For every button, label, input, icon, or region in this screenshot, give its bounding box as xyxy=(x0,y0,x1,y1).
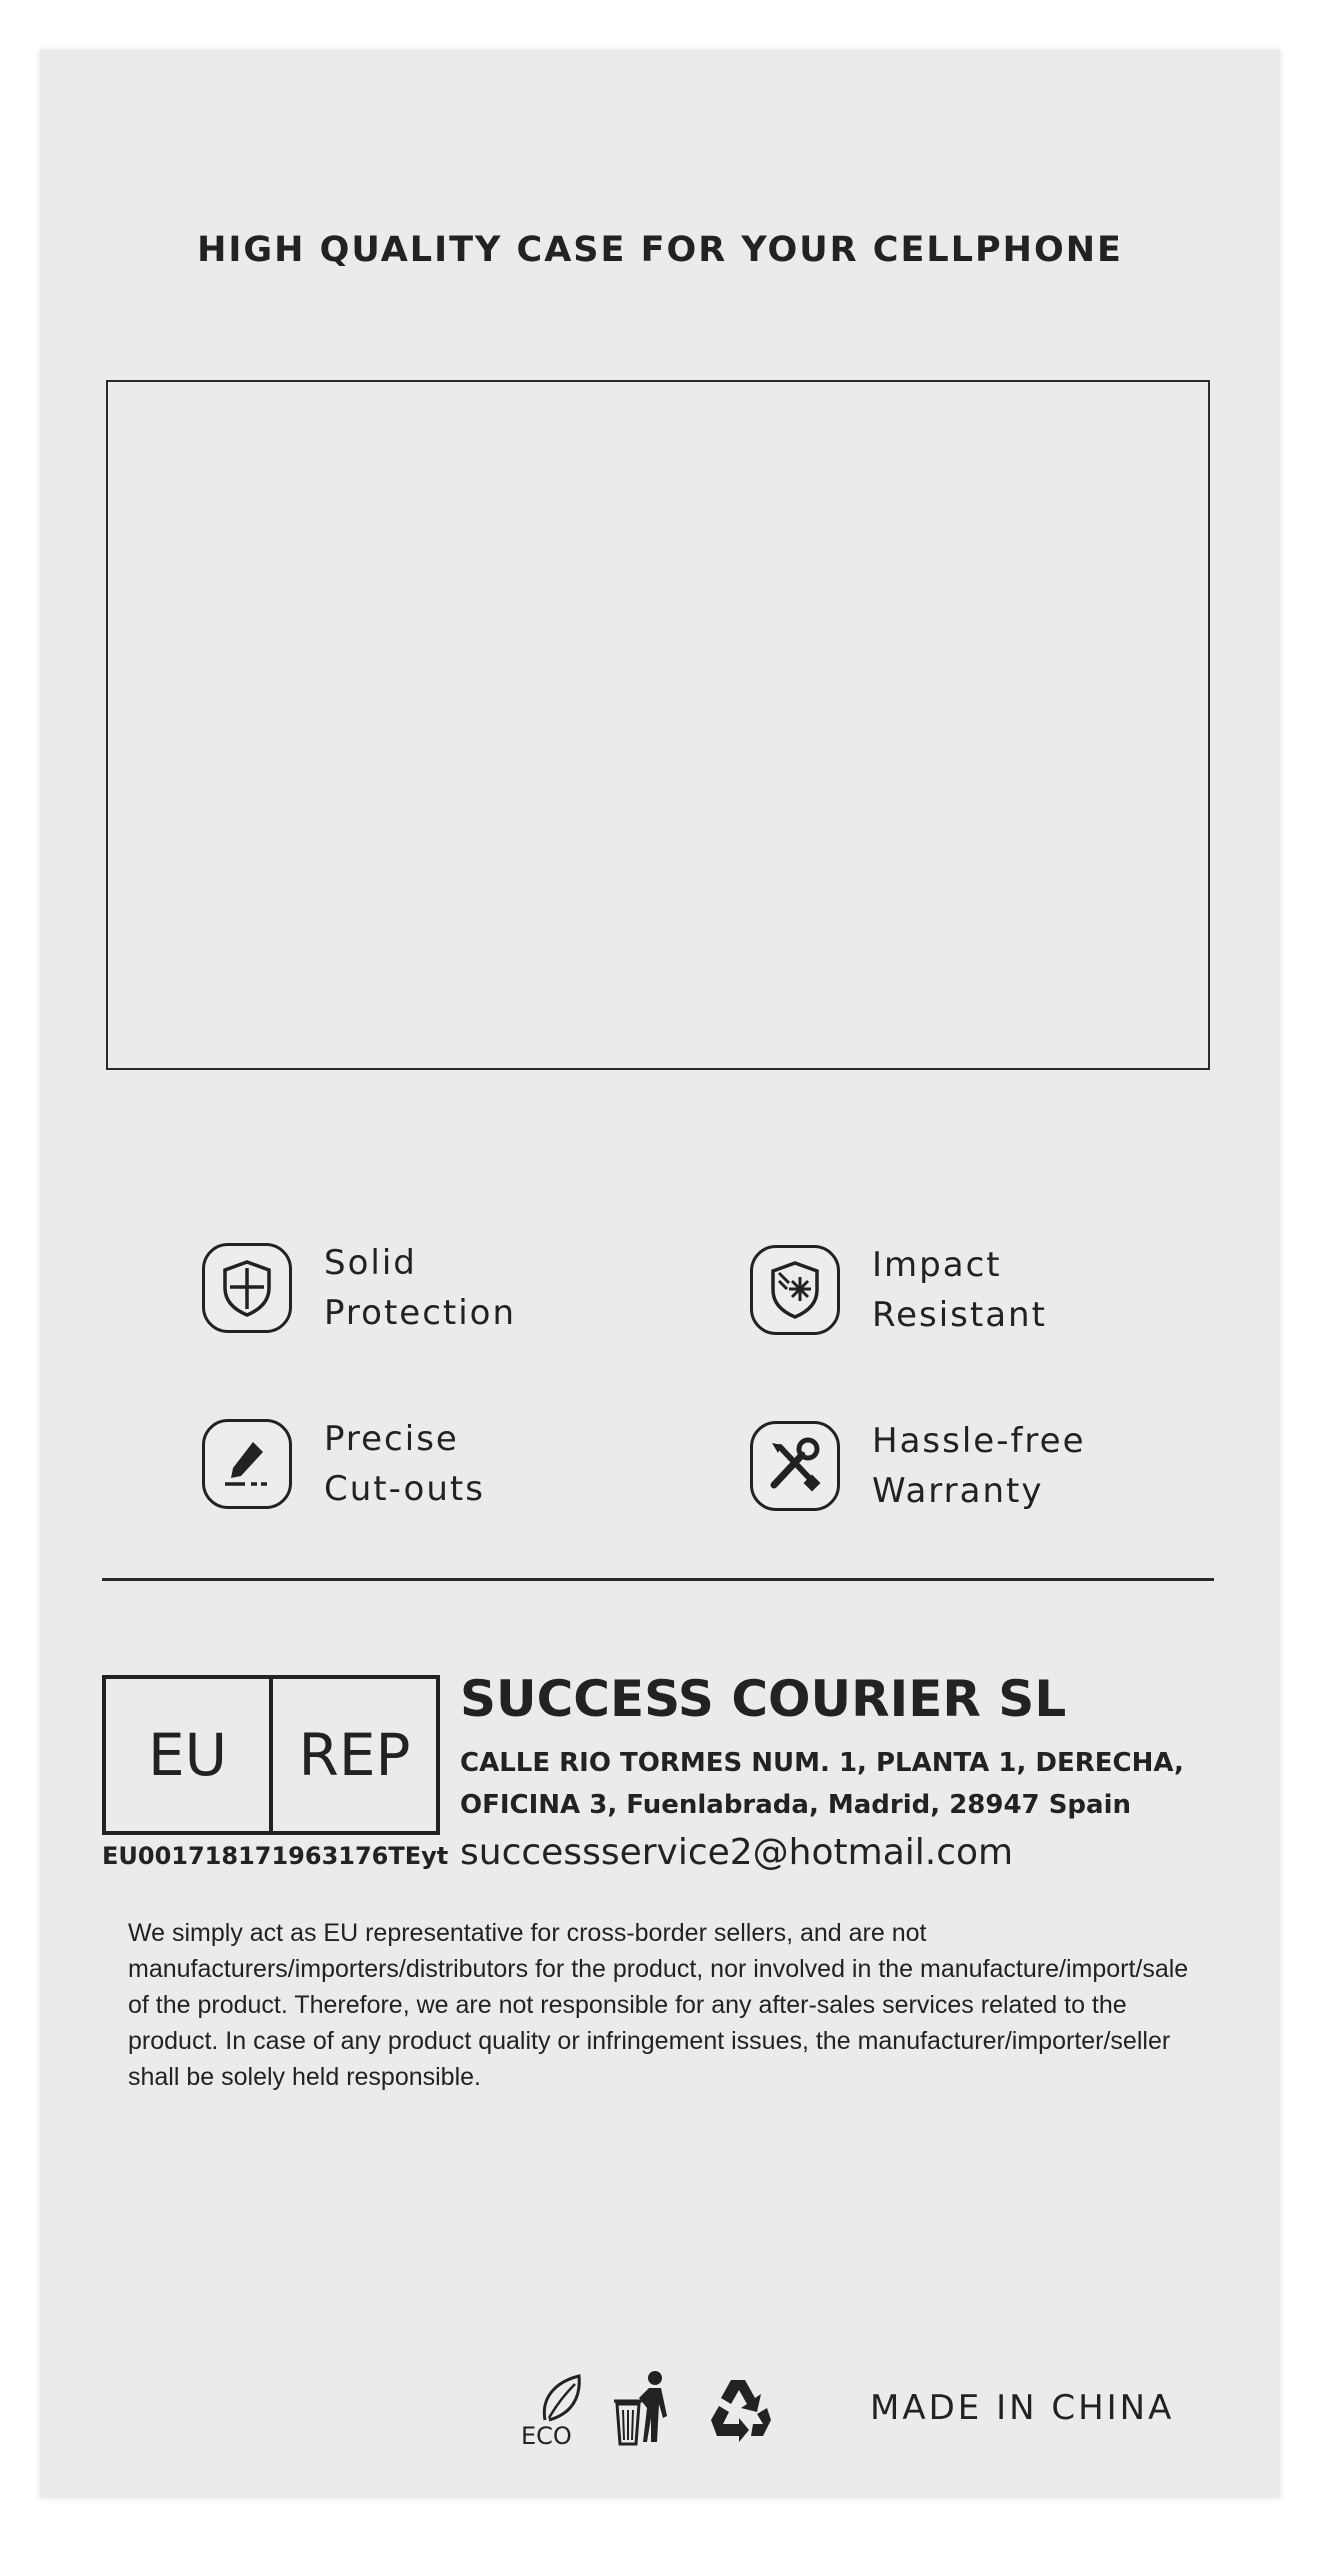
feature-precise-cutouts xyxy=(202,1414,485,1514)
section-divider xyxy=(102,1578,1214,1581)
feature-hassle-free-warranty xyxy=(750,1416,1086,1516)
feature-line2: Cut-outs xyxy=(324,1469,485,1509)
address-line1: CALLE RIO TORMES NUM. 1, PLANTA 1, DERECHA, xyxy=(460,1748,1184,1778)
address-line2: OFICINA 3, Fuenlabrada, Madrid, 28947 Spain xyxy=(460,1790,1131,1820)
company-address xyxy=(460,1742,1260,1826)
feature-line2: Resistant xyxy=(872,1295,1047,1335)
eco-leaf-icon xyxy=(515,2368,595,2448)
product-window xyxy=(106,380,1210,1070)
recycle-icon xyxy=(701,2368,781,2448)
feature-solid-protection xyxy=(202,1238,516,1338)
eu-rep-badge-right: REP xyxy=(269,1679,436,1831)
made-in-label: MADE IN CHINA xyxy=(870,2388,1175,2428)
eu-rep-badge-left: EU xyxy=(147,1721,228,1789)
feature-line1: Hassle-free xyxy=(872,1421,1086,1461)
eu-rep-id: EU001718171963176TEyt xyxy=(102,1842,449,1870)
feature-line2: Warranty xyxy=(872,1471,1044,1511)
feature-line1: Precise xyxy=(324,1419,459,1459)
page-title: HIGH QUALITY CASE FOR YOUR CELLPHONE xyxy=(197,230,1123,270)
impact-shield-icon xyxy=(750,1245,840,1335)
feature-line1: Solid xyxy=(324,1243,417,1283)
packaging-card xyxy=(40,50,1280,2498)
shield-icon xyxy=(202,1243,292,1333)
trash-bin-icon xyxy=(609,2368,679,2448)
company-name: SUCCESS COURIER SL xyxy=(460,1670,1067,1728)
feature-line1: Impact xyxy=(872,1245,1002,1285)
eu-rep-badge xyxy=(102,1675,440,1835)
pen-cutout-icon xyxy=(202,1419,292,1509)
company-email: successservice2@hotmail.com xyxy=(460,1832,1014,1873)
footer-icons xyxy=(515,2368,781,2448)
tools-icon xyxy=(750,1421,840,1511)
disclaimer-text: We simply act as EU representative for cross-border sellers, and are not manufacturers/importers/distributors for the product, nor involved in the manufacture/import/sale of the product. Therefore, we are not responsible for any after-sales services related to the product. In case of any product quality or infringement issues, the manufacturer/importer/seller shall be solely held responsible. xyxy=(128,1919,1189,2091)
eco-label: ECO xyxy=(521,2422,572,2448)
feature-impact-resistant xyxy=(750,1240,1047,1340)
feature-line2: Protection xyxy=(324,1293,517,1333)
